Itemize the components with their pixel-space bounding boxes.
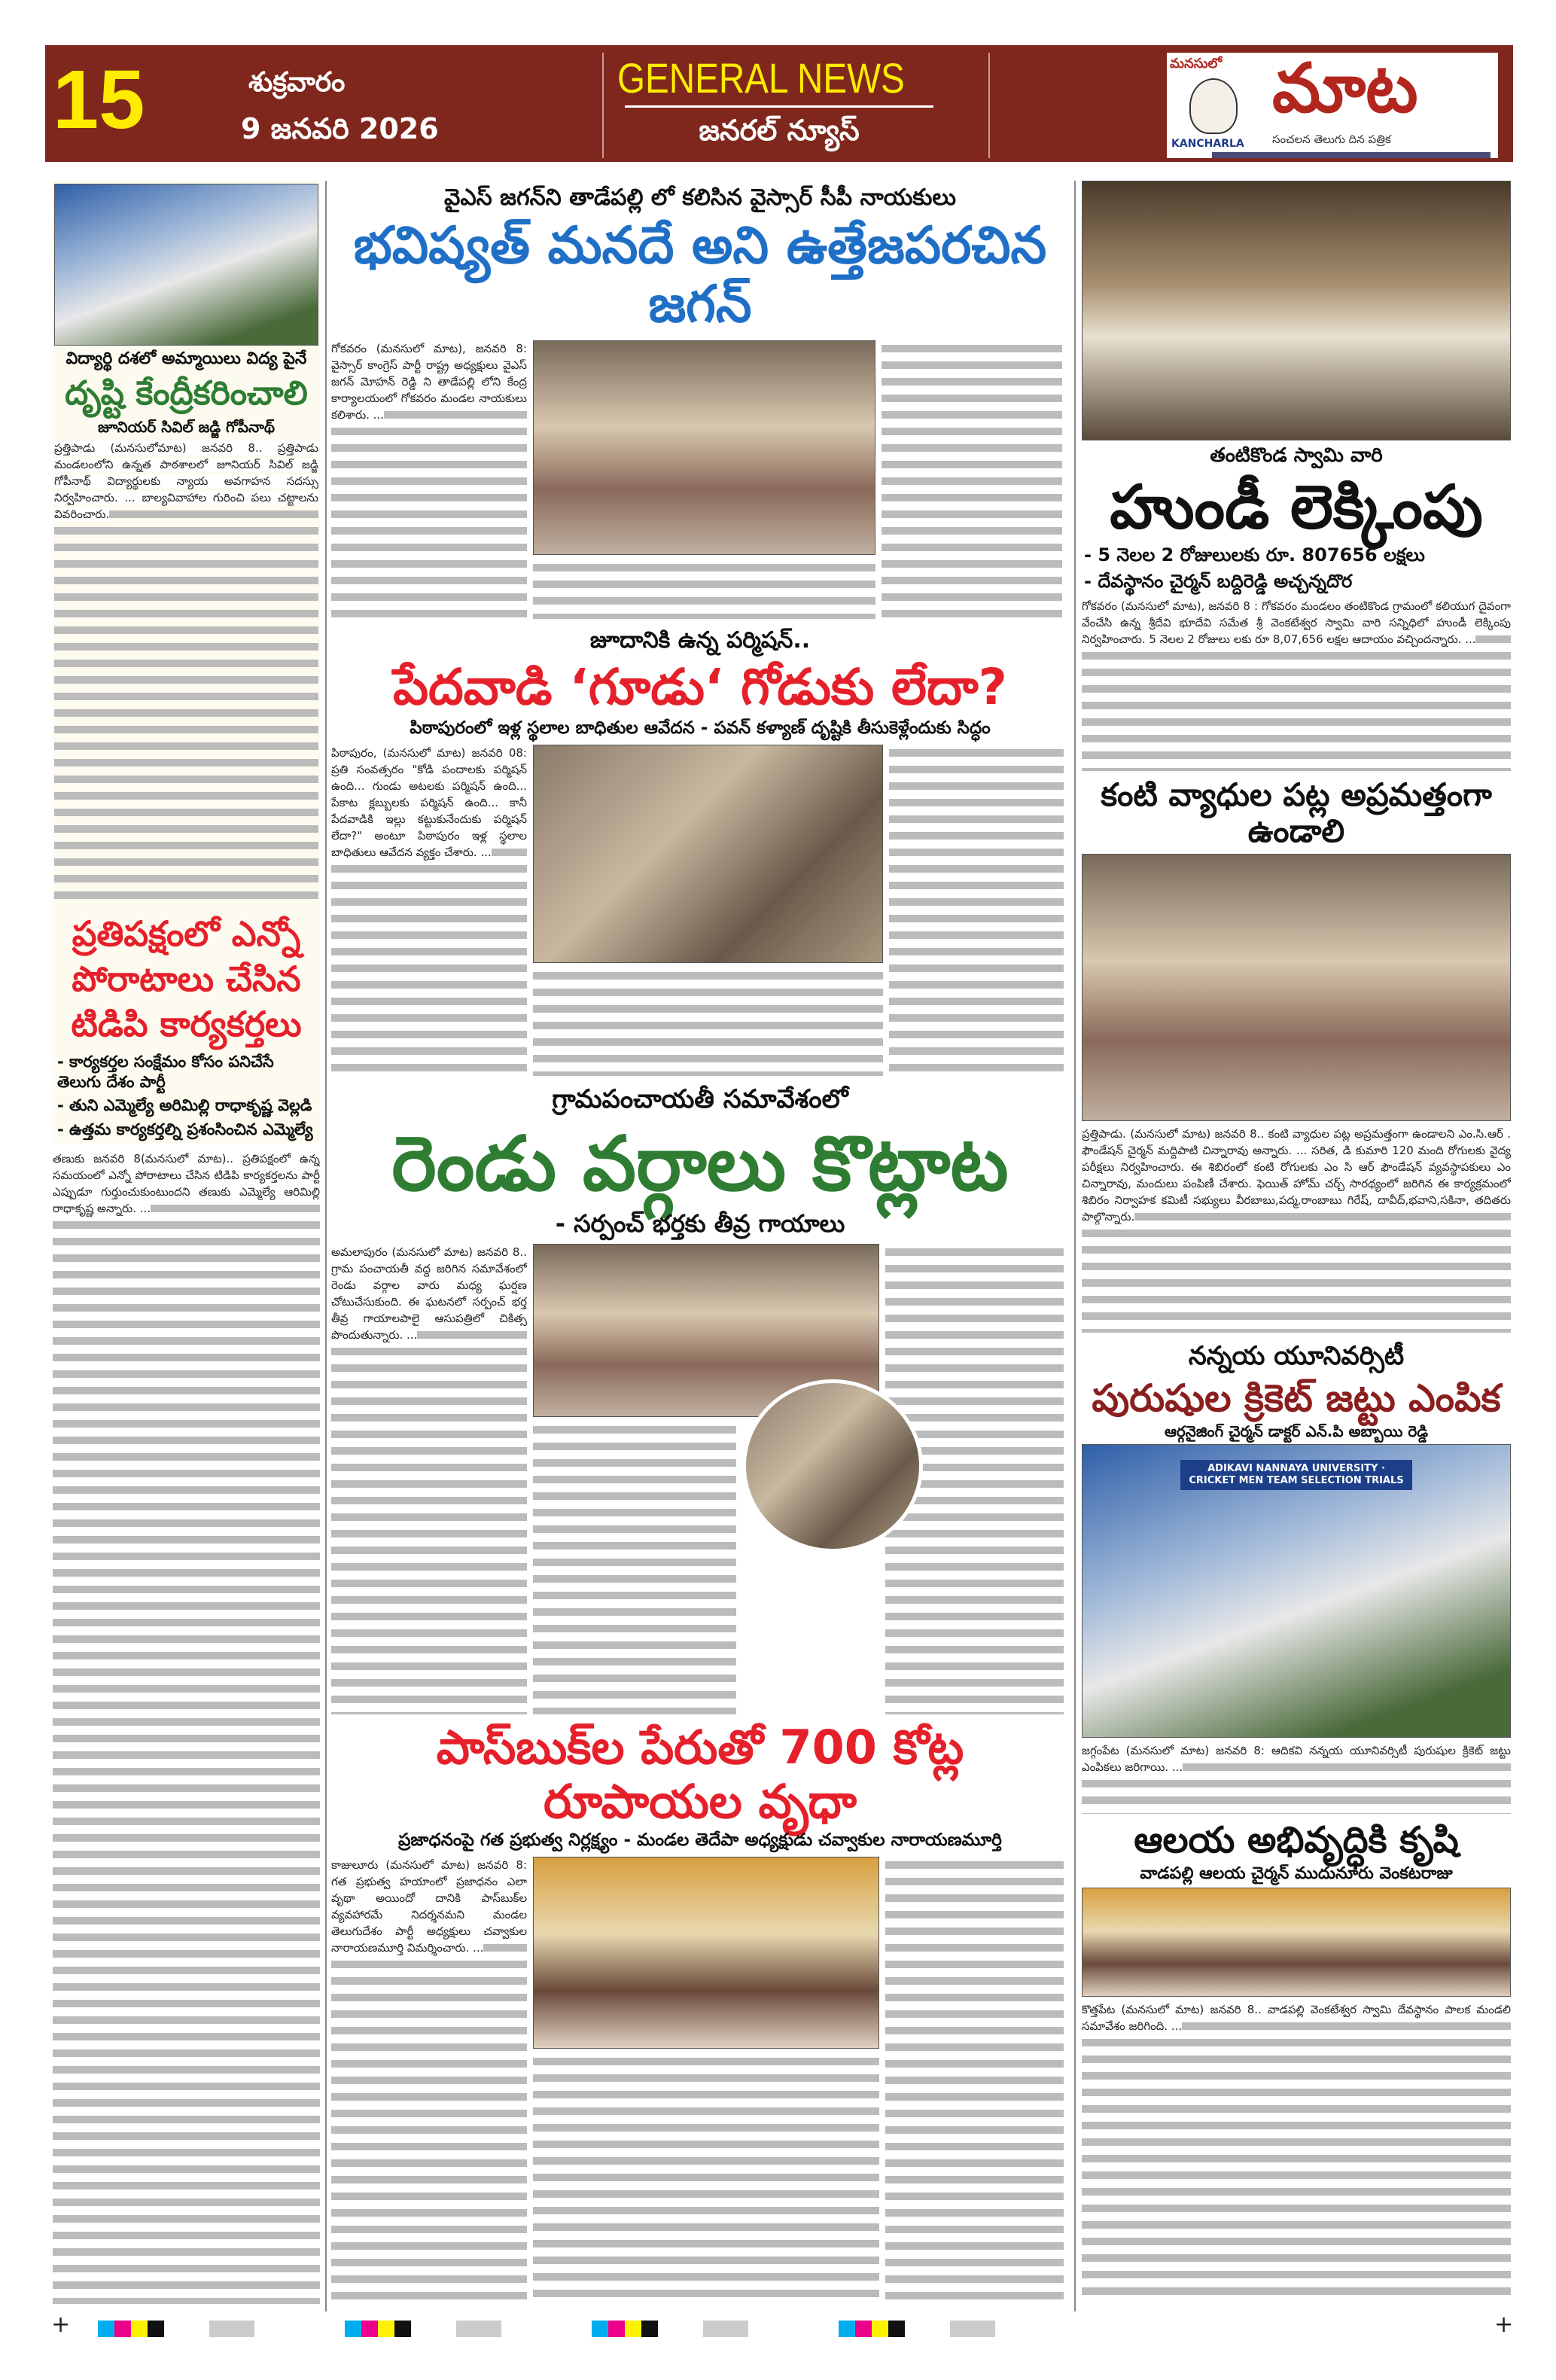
article-row <box>331 1857 1069 2299</box>
article-headline: పురుషుల క్రికెట్ జట్టు ఎంపిక <box>1092 1376 1501 1420</box>
article-body <box>331 1244 527 1714</box>
article-subheadline: - సర్పంచ్ భర్తకు తీవ్ర గాయాలు <box>555 1208 845 1238</box>
article-kicker: తంటికొండ స్వామి వారి <box>1210 444 1383 467</box>
article-byline: జూనియర్ సివిల్ జడ్జి గోపీనాథ్ <box>97 418 276 437</box>
body-text: కాజులూరు (మనసులో మాట) జనవరి 8: గత ప్రభుత్వ హయాంలో ప్రజాధనం ఎలా వృథా అయిందో దానికి పాస్‌బుక్‌ల వ్యవహారమే నిదర్శనమని మండల తెలుగుదేశం పార్టీ అధ్యక్షులు చవ్వాకుల నారాయణమూర్తి విమర్శించారు. ... <box>331 1857 527 1955</box>
article-body-continued <box>882 340 1062 619</box>
article-body <box>1082 2001 1511 2304</box>
article-headline: హుండీ లెక్కింపు <box>1110 471 1483 542</box>
left-top-box <box>53 181 320 1143</box>
article-kicker: వైఎస్ జగన్‌ని తాడేపల్లి లో కలిసిన వైస్సార్ సీపీ నాయకులు <box>444 184 956 211</box>
logo-small-text: మనసులో <box>1170 56 1223 72</box>
bullet: - దేవస్థానం చైర్మన్ బద్దిరెడ్డి అచ్చన్నదొర <box>1084 570 1353 592</box>
article-body-continued <box>533 2053 879 2299</box>
article-photo <box>1082 1888 1511 1997</box>
body-text: జగ్గంపేట (మనసులో మాట) జనవరి 8: ఆదికవి నన్నయ యూనివర్సిటీ పురుషుల క్రికెట్ జట్టు ఎంపికలు జరిగాయి. ... <box>1082 1744 1511 1775</box>
article-body <box>1082 1126 1511 1333</box>
right-column <box>1082 181 1511 2304</box>
article-body-continued <box>889 745 1064 1076</box>
column-divider <box>1074 181 1076 2311</box>
article-headline: రెండు వర్గాలు కొట్లాట <box>391 1119 1009 1208</box>
article-bullets <box>54 1052 318 1140</box>
article-photo <box>533 745 883 963</box>
body-text: అమలాపురం (మనసులో మాట) జనవరి 8.. గ్రామ పంచాయతీ వద్ద జరిగిన సమావేశంలో రెండు వర్గాల వారు మధ్య ఘర్షణ చోటుచేసుకుంది. ఈ ఘటనలో సర్పంచ్ భర్త తీవ్ర గాయాలపాలై ఆసుపత్రిలో చికిత్స పొందుతున్నారు. ... <box>331 1245 527 1342</box>
body-text: ప్రత్తిపాడు (మనసులోమాట) జనవరి 8.. ప్రత్తిపాడు మండలంలోని ఉన్నత పాఠశాలలో జూనియర్ సివిల్ జడ్జి గోపీనాథ్ విద్యార్థులకు న్యాయ అవగాహన సదస్సు నిర్వహించారు. ... బాల్యవివాహాల గురించి పలు చట్టాలను వివరించారు. <box>54 441 318 522</box>
article-kicker: జూదానికి ఉన్న పర్మిషన్.. <box>589 626 811 654</box>
article-row <box>331 745 1069 1076</box>
article-photo <box>1082 181 1511 440</box>
bullet: - తుని ఎమ్మెల్యే అరిమిల్లి రాధాకృష్ణ వెల్లడి <box>57 1096 312 1115</box>
middle-column <box>331 181 1069 2304</box>
article-body-continued <box>533 1422 736 1714</box>
registration-mark-icon: + <box>1494 2311 1514 2338</box>
article-headline: ప్రతిపక్షంలో ఎన్నో పోరాటాలు చేసిన టిడిపి కార్యకర్తలు <box>71 913 302 1045</box>
divider <box>988 53 990 158</box>
bullet: - 5 నెలల 2 రోజులులకు రూ. 807656 లక్షలు <box>1084 544 1425 565</box>
article-row <box>331 1244 1069 1714</box>
column-divider <box>325 181 327 2311</box>
article-body <box>54 440 318 907</box>
article-headline: పేదవాడి ‘గూడు‘ గోడుకు లేదా? <box>393 658 1007 717</box>
article-headline: భవిష్యత్ మనదే అని ఉత్తేజపరచిన జగన్ <box>353 215 1047 334</box>
article-row <box>331 340 1069 619</box>
article-photo <box>533 340 875 555</box>
bullet: - కార్యకర్తల సంక్షేమం కోసం పనిచేసే తెలుగు దేశం పార్టీ <box>57 1052 274 1092</box>
section-title-en: GENERAL NEWS <box>617 54 905 102</box>
article-headline: పాస్‌బుక్‌ల పేరుతో 700 కోట్ల రూపాయల వృధా <box>436 1720 964 1829</box>
article-photo <box>1082 1444 1511 1738</box>
article-subheadline: వాడపల్లి ఆలయ చైర్మన్ ముదునూరు వెంకటరాజు <box>1140 1863 1453 1883</box>
article-kicker: నన్నయ యూనివర్సిటీ <box>1188 1341 1405 1372</box>
article-body <box>331 1857 527 2299</box>
photo-banner: ADIKAVI NANNAYA UNIVERSITY · CRICKET MEN TEAM SELECTION TRIALS <box>1180 1460 1412 1490</box>
logo-main-text: మాట <box>1272 53 1418 128</box>
logo-tagline: సంచలన తెలుగు దిన పత్రిక <box>1272 133 1391 146</box>
logo-bar <box>1212 152 1491 158</box>
article-body <box>53 1150 320 2304</box>
article-photo <box>1082 854 1511 1121</box>
article-body <box>331 745 527 1076</box>
article-subheadline: ఆర్గనైజింగ్ చైర్మన్ డాక్టర్ ఎన్.పి అబ్బాయి రెడ్డి <box>1164 1422 1429 1441</box>
divider <box>625 105 933 108</box>
article-body <box>1082 598 1511 771</box>
page-number: 15 <box>53 53 145 146</box>
newspaper-logo <box>1167 53 1498 158</box>
color-calibration-bar <box>98 2321 1483 2337</box>
article-body-continued <box>885 1857 1064 2299</box>
registration-mark-icon: + <box>51 2311 71 2338</box>
article-kicker: గ్రామపంచాయతీ సమావేశంలో <box>552 1084 848 1115</box>
logo-portrait-icon <box>1189 78 1238 134</box>
body-text: ప్రత్తిపాడు. (మనసులో మాట) జనవరి 8.. కంటి వ్యాధుల పట్ల అప్రమత్తంగా ఉండాలని ఎం.సి.ఆర్ . ఫౌండేషన్ చైర్మన్ మద్దిపాటి చిన్నారావు అన్నారు. ... సరిత, డి కుమారి 120 మంది రోగులకు వైద్య పరీక్షలు నిర్వహించారు. ఈ శిబిరంలో కంటి రోగులకు ఎం సి ఆర్ ఫౌండేషన్ వ్యవస్థాపకులు ఎం చిన్నారావు, మందులు పంపిణీ చేశారు. ఫెయిత్ హోమ్ చర్చ్ సారథ్యంలో జరిగిన ఈ కార్యక్రమంలో శిబిరం నిర్వాహక కమిటీ సభ్యులు వీరబాబు,పద్మ,రాంబాబు గిరేష్, దావీద్,భవాని,సకినా, తదితరు పాల్గొన్నారు. <box>1082 1127 1511 1224</box>
article-body-continued <box>533 968 883 1076</box>
article-kicker: విద్యార్థి దశలో అమ్మాయిలు విద్య పైనే <box>65 349 307 368</box>
body-text: తణుకు జనవరి 8(మనసులో మాట).. ప్రతిపక్షంలో ఉన్న సమయంలో ఎన్నో పోరాటాలు చేసిన టిడిపి కార్యకర్తలను పార్టీ ఎప్పుడూ గుర్తుంచుకుంటుందని తణుకు ఎమ్మెల్యే ఆరిమిల్లి రాధాకృష్ణ అన్నారు. ... <box>53 1152 320 1215</box>
article-photo <box>533 1857 879 2049</box>
article-bullets <box>1082 544 1511 593</box>
article-subheadline: పిఠాపురంలో ఇళ్ల స్థలాల బాధితుల ఆవేదన - పవన్ కళ్యాణ్ దృష్టికి తీసుకెళ్లేందుకు సిద్ధం <box>410 718 991 739</box>
logo-brand: KANCHARLA <box>1171 138 1244 150</box>
section-title-te: జనరల్ న్యూస్ <box>699 114 860 147</box>
article-headline: ఆలయ అభివృద్ధికి కృషి <box>1134 1819 1459 1862</box>
body-text: గోకవరం (మనసులో మాట), జనవరి 8 : గోకవరం మండలం తంటికొండ గ్రామంలో కలియుగ దైవంగా వేంచేసి ఉన్న శ్రీదేవి భూదేవి సమేత శ్రీ వెంకటేశ్వర స్వామి వారి సన్నిధిలో హుండీ లెక్కింపు నిర్వహించారు. 5 నెలల 2 రోజులు లకు రూ 8,07,656 లక్షల ఆదాయం వచ్చిందన్నారు. ... <box>1082 599 1511 646</box>
body-text: కొత్తపేట (మనసులో మాట) జనవరి 8.. వాడపల్లి వెంకటేశ్వర స్వామి దేవస్థానం పాలక మండలి సమావేశం జరిగింది. ... <box>1082 2003 1511 2034</box>
article-subheadline: ప్రజాధనంపై గత ప్రభుత్వ నిర్లక్ష్యం - మండల తెదేపా అధ్యక్షుడు చవ్వాకుల నారాయణమూర్తి <box>398 1830 1002 1850</box>
date-label: 9 జనవరి 2026 <box>241 112 439 145</box>
article-body <box>331 340 527 619</box>
day-label: శుక్రవారం <box>248 67 346 98</box>
article-headline: కంటి వ్యాధుల పట్ల అప్రమత్తంగా ఉండాలి <box>1101 776 1492 850</box>
article-headline: దృష్టి కేంద్రీకరించాలి <box>65 373 308 413</box>
divider <box>602 53 604 158</box>
injured-person-photo <box>742 1379 923 1553</box>
article-photo <box>54 184 318 346</box>
bullet: - ఉత్తమ కార్యకర్తల్ని ప్రశంసించిన ఎమ్మెల్యే <box>57 1120 313 1138</box>
article-body-continued <box>533 559 875 619</box>
article-body <box>1082 1742 1511 1814</box>
body-text: పిఠాపురం, (మనసులో మాట) జనవరి 08: ప్రతి సంవత్సరం "కోడి పందాలకు పర్మిషన్ ఉంది... గుండు అటలకు పర్మిషన్ ఉంది... పేకాట క్లబ్బులకు పర్మిషన్ ఉంది... కానీ పేదవాడికి ఇల్లు కట్టుకునేందుకు పర్మిషన్ లేదా?" అంటూ పిఠాపురం ఇళ్ల స్థలాల బాధితులు ఆవేదన వ్యక్తం చేశారు. ... <box>331 746 527 860</box>
left-column <box>53 181 320 2304</box>
body-text: గోకవరం (మనసులో మాట), జనవరి 8: వైస్సార్ కాంగ్రెస్ పార్టీ రాష్ట్ర అధ్యక్షులు వైఎస్ జగన్ మోహన్ రెడ్డి ని తాడేపల్లి లోని కేంద్ర కార్యాలయంలో గోకవరం మండల నాయకులు కలిశారు. ... <box>331 341 527 422</box>
